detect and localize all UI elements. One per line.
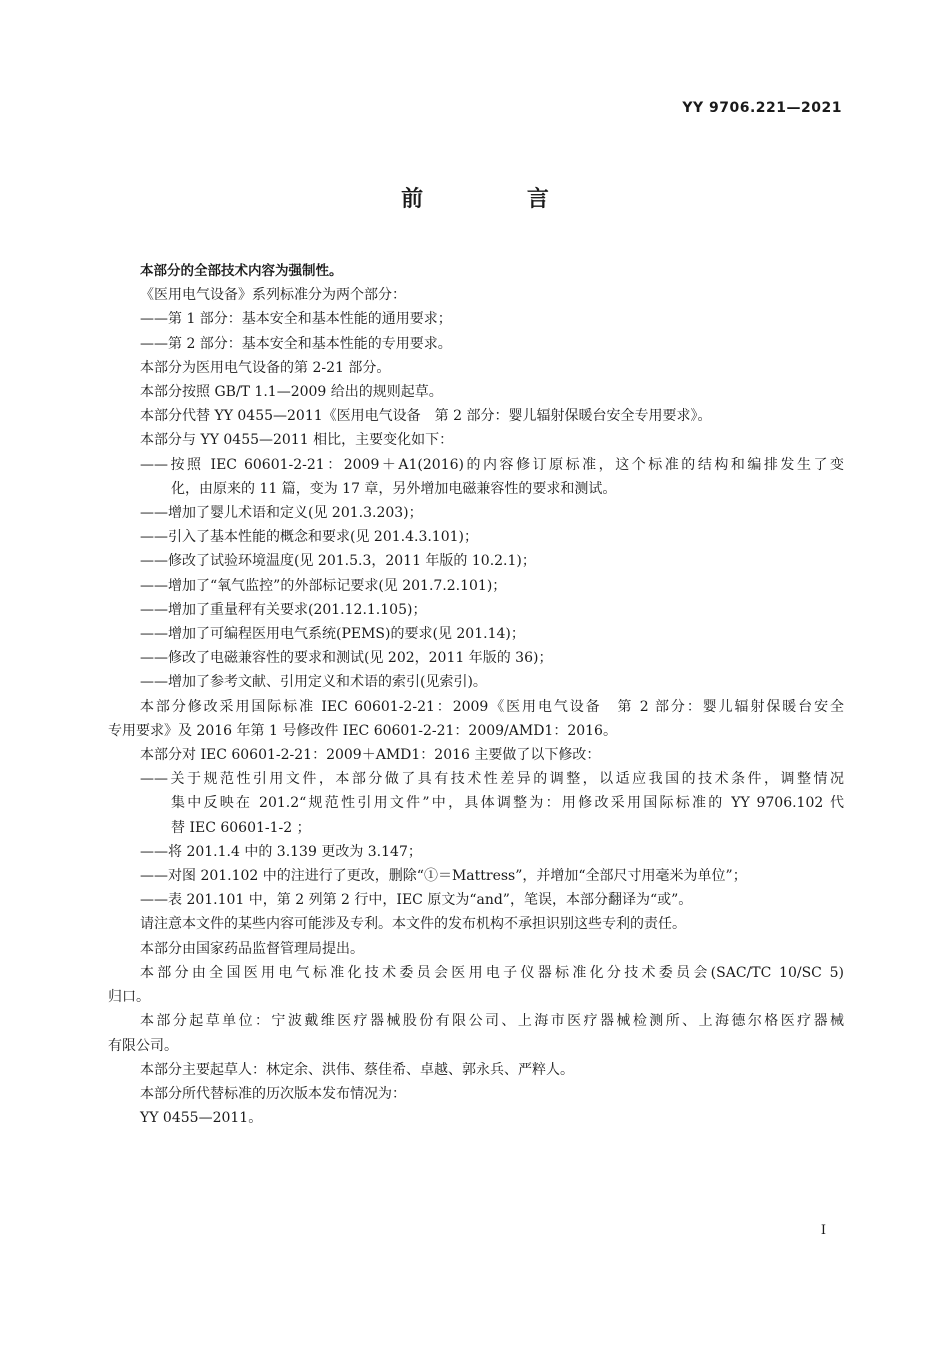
page-number: I (820, 1223, 826, 1238)
mandatory-statement: 本部分的全部技术内容为强制性。 (140, 263, 343, 279)
list-item: ——将 201.1.4 中的 3.139 更改为 3.147； (140, 843, 422, 860)
list-item: ——第 2 部分：基本安全和基本性能的专用要求。 (140, 335, 452, 352)
paragraph: 本部分所代替标准的历次版本发布情况为： (140, 1085, 406, 1102)
paragraph: 本部分主要起草人：林定余、洪伟、蔡佳希、卓越、郭永兵、严粹人。 (140, 1061, 574, 1078)
paragraph: 本部分由全国医用电气标准化技术委员会医用电子仪器标准化分技术委员会(SAC/TC 10/SC 5) (140, 964, 844, 981)
paragraph: 本部分修改采用国际标准 IEC 60601-2-21：2009《医用电气设备 第 2 部分：婴儿辐射保暖台安全 (140, 698, 844, 715)
list-item: ——表 201.101 中，第 2 列第 2 行中，IEC 原文为“and”，笔误，本部分翻译为“或”。 (140, 892, 693, 909)
list-item: ——修改了试验环境温度(见 201.5.3，2011 年版的 10.2.1)； (140, 553, 536, 570)
paragraph: 本部分与 YY 0455—2011 相比，主要变化如下： (140, 432, 454, 449)
paragraph: 本部分按照 GB/T 1.1—2009 给出的规则起草。 (140, 384, 443, 401)
paragraph: 本部分对 IEC 60601-2-21：2009＋AMD1：2016 主要做了以下修改： (140, 747, 601, 764)
list-item: ——对图 201.102 中的注进行了更改，删除“①＝Mattress”，并增加“全部尺寸用毫米为单位”； (140, 868, 747, 885)
list-item-continuation: 化，由原来的 11 篇，变为 17 章，另外增加电磁兼容性的要求和测试。 (171, 480, 617, 497)
paragraph: 《医用电气设备》系列标准分为两个部分： (140, 287, 406, 304)
paragraph: 本部分起草单位：宁波戴维医疗器械股份有限公司、上海市医疗器械检测所、上海德尔格医疗器械 (140, 1013, 844, 1030)
paragraph: 本部分代替 YY 0455—2011《医用电气设备 第 2 部分：婴儿辐射保暖台安全专用要求》。 (140, 408, 712, 425)
paragraph-continuation: 专用要求》及 2016 年第 1 号修改件 IEC 60601-2-21：2009/AMD1：2016。 (108, 722, 617, 739)
list-item: ——增加了重量秤有关要求(201.12.1.105)； (140, 601, 427, 618)
paragraph: 本部分为医用电气设备的第 2-21 部分。 (140, 359, 391, 376)
list-item: ——增加了参考文献、引用定义和术语的索引(见索引)。 (140, 674, 487, 691)
foreword-body (108, 259, 844, 1130)
list-item: ——增加了“氧气监控”的外部标记要求(见 201.7.2.101)； (140, 577, 507, 594)
page-title: 前 言 (401, 187, 597, 212)
paragraph: 请注意本文件的某些内容可能涉及专利。本文件的发布机构不承担识别这些专利的责任。 (140, 916, 686, 933)
list-item: ——修改了电磁兼容性的要求和测试(见 202，2011 年版的 36)； (140, 650, 553, 667)
list-item: ——关于规范性引用文件，本部分做了具有技术性差异的调整，以适应我国的技术条件，调整情况 (140, 771, 844, 788)
list-item: ——增加了可编程医用电气系统(PEMS)的要求(见 201.14)； (140, 626, 525, 643)
paragraph: 本部分由国家药品监督管理局提出。 (140, 940, 364, 957)
list-item: ——引入了基本性能的概念和要求(见 201.4.3.101)； (140, 529, 478, 546)
paragraph: YY 0455—2011。 (140, 1110, 263, 1127)
list-item: ——按照 IEC 60601-2-21：2009＋A1(2016)的内容修订原标准，这个标准的结构和编排发生了变 (140, 456, 844, 473)
paragraph-continuation: 归口。 (108, 989, 150, 1006)
standard-number: YY 9706.221—2021 (682, 100, 842, 116)
list-item-continuation: 集中反映在 201.2“规范性引用文件”中，具体调整为：用修改采用国际标准的 YY 9706.102 代 (171, 795, 844, 812)
list-item-continuation: 替 IEC 60601-1-2 ； (171, 819, 311, 836)
paragraph-continuation: 有限公司。 (108, 1037, 178, 1054)
list-item: ——第 1 部分：基本安全和基本性能的通用要求； (140, 311, 452, 328)
list-item: ——增加了婴儿术语和定义(见 201.3.203)； (140, 505, 423, 522)
